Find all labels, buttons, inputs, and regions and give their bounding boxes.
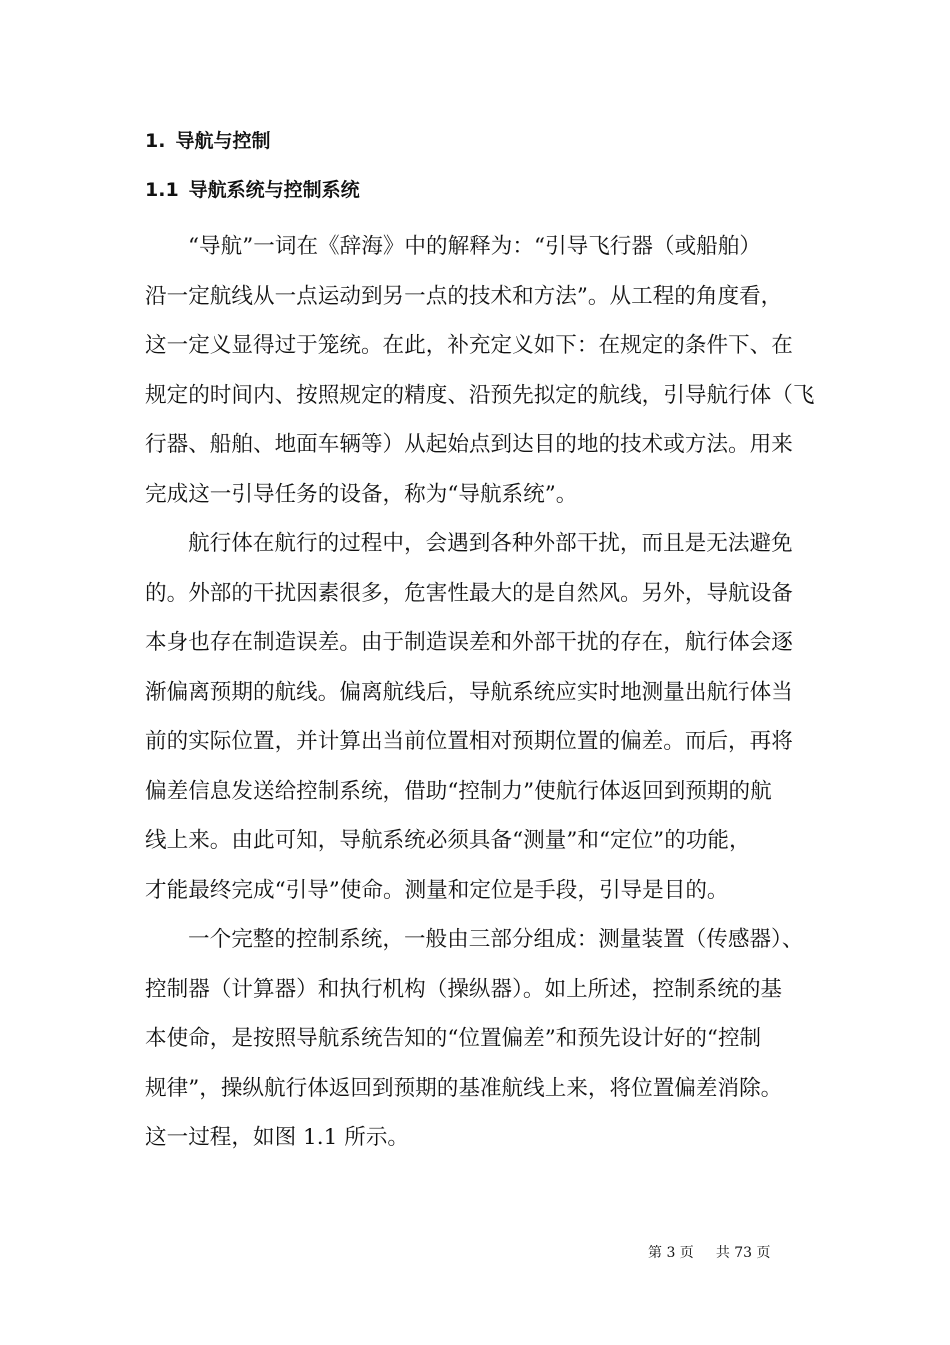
text-line: 才能最终完成“引导”使命。测量和定位是手段，引导是目的。 (145, 877, 729, 903)
section-number: 1. (145, 130, 166, 152)
text-line: “导航”一词在《辞海》中的解释为：“引导飞行器（或船舶） (188, 234, 761, 259)
text-line: 本使命，是按照导航系统告知的“位置偏差”和预先设计好的“控制 (145, 1026, 762, 1051)
page-number: 第 3 页 (648, 1245, 694, 1261)
text-line: 这一过程，如图 1.1 所示。 (145, 1125, 410, 1150)
text-line: 沿一定航线从一点运动到另一点的技术和方法”。从工程的角度看， (145, 283, 783, 309)
text-line: 偏差信息发送给控制系统，借助“控制力”使航行体返回到预期的航 (145, 778, 772, 804)
text-line: 线上来。由此可知，导航系统必须具备“测量”和“定位”的功能， (145, 828, 751, 853)
section-title: 导航与控制 (175, 130, 271, 152)
text-line: 规律”，操纵航行体返回到预期的基准航线上来，将位置偏差消除。 (145, 1075, 783, 1101)
text-line: 行器、船舶、地面车辆等）从起始点到达目的地的技术或方法。用来 (145, 432, 793, 457)
text-line: 航行体在航行的过程中，会遇到各种外部干扰，而且是无法避免 (188, 531, 793, 556)
text-line: 一个完整的控制系统，一般由三部分组成：测量装置（传感器）、 (188, 927, 804, 952)
body-text (145, 222, 815, 1163)
text-line: 规定的时间内、按照规定的精度、沿预先拟定的航线，引导航行体（飞 (145, 382, 815, 408)
paragraph-control-system (145, 915, 811, 1163)
paragraph-navigation-definition (145, 222, 815, 519)
total-pages: 共 73 页 (715, 1245, 771, 1261)
subsection-title: 导航系统与控制系统 (188, 179, 360, 201)
text-line: 这一定义显得过于笼统。在此，补充定义如下：在规定的条件下、在 (145, 333, 793, 358)
text-line: 的。外部的干扰因素很多，危害性最大的是自然风。另外，导航设备 (145, 580, 793, 606)
page-footer (648, 1243, 771, 1263)
text-line: 完成这一引导任务的设备，称为“导航系统”。 (145, 481, 578, 507)
subsection-number: 1.1 (145, 179, 179, 201)
text-line: 本身也存在制造误差。由于制造误差和外部干扰的存在，航行体会逐 (145, 630, 793, 655)
subsection-heading (145, 178, 360, 202)
text-line: 前的实际位置，并计算出当前位置相对预期位置的偏差。而后，再将 (145, 729, 793, 754)
text-line: 控制器（计算器）和执行机构（操纵器）。如上所述，控制系统的基 (145, 976, 783, 1002)
text-line: 渐偏离预期的航线。偏离航线后，导航系统应实时地测量出航行体当 (145, 679, 793, 705)
paragraph-disturbance (145, 519, 811, 915)
section-heading (145, 129, 270, 153)
